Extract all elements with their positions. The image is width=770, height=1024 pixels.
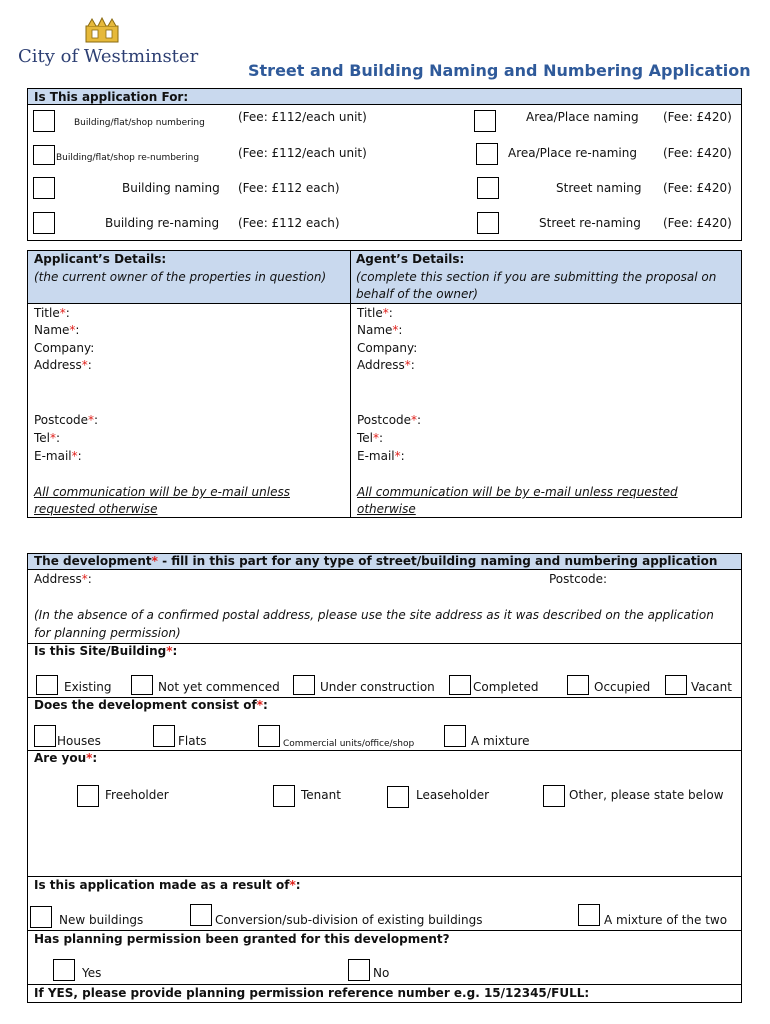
- applicant-postcode-field[interactable]: Postcode*:: [34, 413, 99, 427]
- checkbox-flats[interactable]: [153, 725, 175, 747]
- checkbox-building-renumbering[interactable]: [33, 145, 55, 165]
- details-divider: [350, 251, 351, 517]
- checkbox-completed[interactable]: [449, 675, 471, 695]
- fee-street-renaming: (Fee: £420): [663, 216, 732, 230]
- development-note-1: (In the absence of a confirmed postal address, please use the site address as it was described on the application: [34, 608, 714, 622]
- applicant-company-field[interactable]: Company:: [34, 341, 95, 355]
- divider-are-you: [28, 750, 741, 751]
- applicant-note-2: requested otherwise: [34, 502, 158, 516]
- applicant-note-1: All communication will be by e-mail unless: [34, 485, 290, 499]
- option-under-construction: Under construction: [320, 680, 435, 694]
- applicant-email-field[interactable]: E-mail*:: [34, 449, 82, 463]
- option-vacant: Vacant: [691, 680, 732, 694]
- development-note-2: for planning permission): [34, 626, 181, 640]
- agent-email-field[interactable]: E-mail*:: [357, 449, 405, 463]
- fee-area-renaming: (Fee: £420): [663, 146, 732, 160]
- checkbox-commercial[interactable]: [258, 725, 280, 747]
- checkbox-yes[interactable]: [53, 959, 75, 981]
- option-not-yet-commenced: Not yet commenced: [158, 680, 280, 694]
- option-building-renumbering: Building/flat/shop re-numbering: [56, 153, 200, 163]
- checkbox-not-yet-commenced[interactable]: [131, 675, 153, 695]
- fee-building-naming: (Fee: £112 each): [238, 181, 340, 195]
- option-mixture: A mixture: [471, 734, 530, 748]
- fee-building-renumbering: (Fee: £112/each unit): [238, 146, 367, 160]
- checkbox-area-naming[interactable]: [474, 110, 496, 132]
- fee-building-renaming: (Fee: £112 each): [238, 216, 340, 230]
- agent-subheading-2: behalf of the owner): [356, 287, 478, 301]
- checkbox-existing[interactable]: [36, 675, 58, 695]
- applicant-title-field[interactable]: Title*:: [34, 306, 70, 320]
- option-area-naming: Area/Place naming: [526, 110, 639, 124]
- agent-address-field[interactable]: Address*:: [357, 358, 415, 372]
- checkbox-area-renaming[interactable]: [476, 143, 498, 165]
- divider-result: [28, 876, 741, 877]
- agent-title-field[interactable]: Title*:: [357, 306, 393, 320]
- option-building-naming: Building naming: [122, 181, 220, 195]
- option-houses: Houses: [57, 734, 101, 748]
- option-flats: Flats: [178, 734, 207, 748]
- checkbox-leaseholder[interactable]: [387, 786, 409, 808]
- option-street-naming: Street naming: [556, 181, 642, 195]
- fee-area-naming: (Fee: £420): [663, 110, 732, 124]
- crest-icon: [82, 16, 122, 44]
- are-you-question: Are you*:: [34, 751, 98, 765]
- option-street-renaming: Street re-naming: [539, 216, 641, 230]
- option-no: No: [373, 966, 390, 980]
- checkbox-vacant[interactable]: [665, 675, 687, 695]
- consist-question: Does the development consist of*:: [34, 698, 268, 712]
- applicant-tel-field[interactable]: Tel*:: [34, 431, 61, 445]
- agent-name-field[interactable]: Name*:: [357, 323, 403, 337]
- option-commercial: Commercial units/office/shop: [283, 739, 415, 749]
- option-building-numbering: Building/flat/shop numbering: [74, 118, 205, 128]
- form-title: Street and Building Naming and Numbering Application: [248, 61, 751, 80]
- checkbox-new-buildings[interactable]: [30, 906, 52, 928]
- agent-subheading-1: (complete this section if you are submitting the proposal on: [356, 270, 717, 284]
- agent-company-field[interactable]: Company:: [357, 341, 418, 355]
- agent-note-1: All communication will be by e-mail unless requested: [357, 485, 678, 499]
- divider-planning: [28, 930, 741, 931]
- option-completed: Completed: [473, 680, 539, 694]
- agent-heading: Agent’s Details:: [356, 252, 465, 266]
- checkbox-under-construction[interactable]: [293, 675, 315, 695]
- option-building-renaming: Building re-naming: [105, 216, 220, 230]
- checkbox-houses[interactable]: [34, 725, 56, 747]
- planning-ref-field[interactable]: If YES, please provide planning permission reference number e.g. 15/12345/FULL:: [34, 986, 590, 1000]
- option-area-renaming: Area/Place re-naming: [508, 146, 637, 160]
- checkbox-no[interactable]: [348, 959, 370, 981]
- checkbox-building-naming[interactable]: [33, 177, 55, 199]
- application-type-heading: Is This application For:: [34, 90, 189, 104]
- applicant-heading: Applicant’s Details:: [34, 252, 167, 266]
- checkbox-mixture-two[interactable]: [578, 904, 600, 926]
- checkbox-other[interactable]: [543, 785, 565, 807]
- development-address-field[interactable]: Address*:: [34, 572, 92, 586]
- agent-note-2: otherwise: [357, 502, 416, 516]
- fee-building-numbering: (Fee: £112/each unit): [238, 110, 367, 124]
- option-mixture-two: A mixture of the two: [604, 913, 728, 927]
- option-existing: Existing: [64, 680, 112, 694]
- checkbox-street-renaming[interactable]: [477, 212, 499, 234]
- agent-postcode-field[interactable]: Postcode*:: [357, 413, 422, 427]
- planning-question: Has planning permission been granted for this development?: [34, 932, 450, 946]
- option-tenant: Tenant: [301, 788, 341, 802]
- org-name: City of Westminster: [18, 46, 199, 67]
- applicant-subheading: (the current owner of the properties in question): [34, 270, 327, 284]
- option-conversion: Conversion/sub-division of existing buildings: [215, 913, 483, 927]
- divider-ref: [28, 984, 741, 985]
- applicant-name-field[interactable]: Name*:: [34, 323, 80, 337]
- checkbox-occupied[interactable]: [567, 675, 589, 695]
- fee-street-naming: (Fee: £420): [663, 181, 732, 195]
- checkbox-freeholder[interactable]: [77, 785, 99, 807]
- checkbox-tenant[interactable]: [273, 785, 295, 807]
- checkbox-mixture[interactable]: [444, 725, 466, 747]
- checkbox-street-naming[interactable]: [477, 177, 499, 199]
- option-yes: Yes: [82, 966, 102, 980]
- agent-tel-field[interactable]: Tel*:: [357, 431, 384, 445]
- option-freeholder: Freeholder: [105, 788, 169, 802]
- option-other: Other, please state below: [569, 788, 724, 802]
- development-heading: The development* - fill in this part for any type of street/building naming and numbering application: [34, 554, 718, 568]
- option-occupied: Occupied: [594, 680, 651, 694]
- site-question: Is this Site/Building*:: [34, 644, 178, 658]
- result-question: Is this application made as a result of*:: [34, 878, 301, 892]
- checkbox-building-renaming[interactable]: [33, 212, 55, 234]
- option-leaseholder: Leaseholder: [416, 788, 490, 802]
- checkbox-building-numbering[interactable]: [33, 110, 55, 132]
- option-new-buildings: New buildings: [59, 913, 144, 927]
- development-postcode-field[interactable]: Postcode:: [549, 572, 608, 586]
- checkbox-conversion[interactable]: [190, 904, 212, 926]
- applicant-address-field[interactable]: Address*:: [34, 358, 92, 372]
